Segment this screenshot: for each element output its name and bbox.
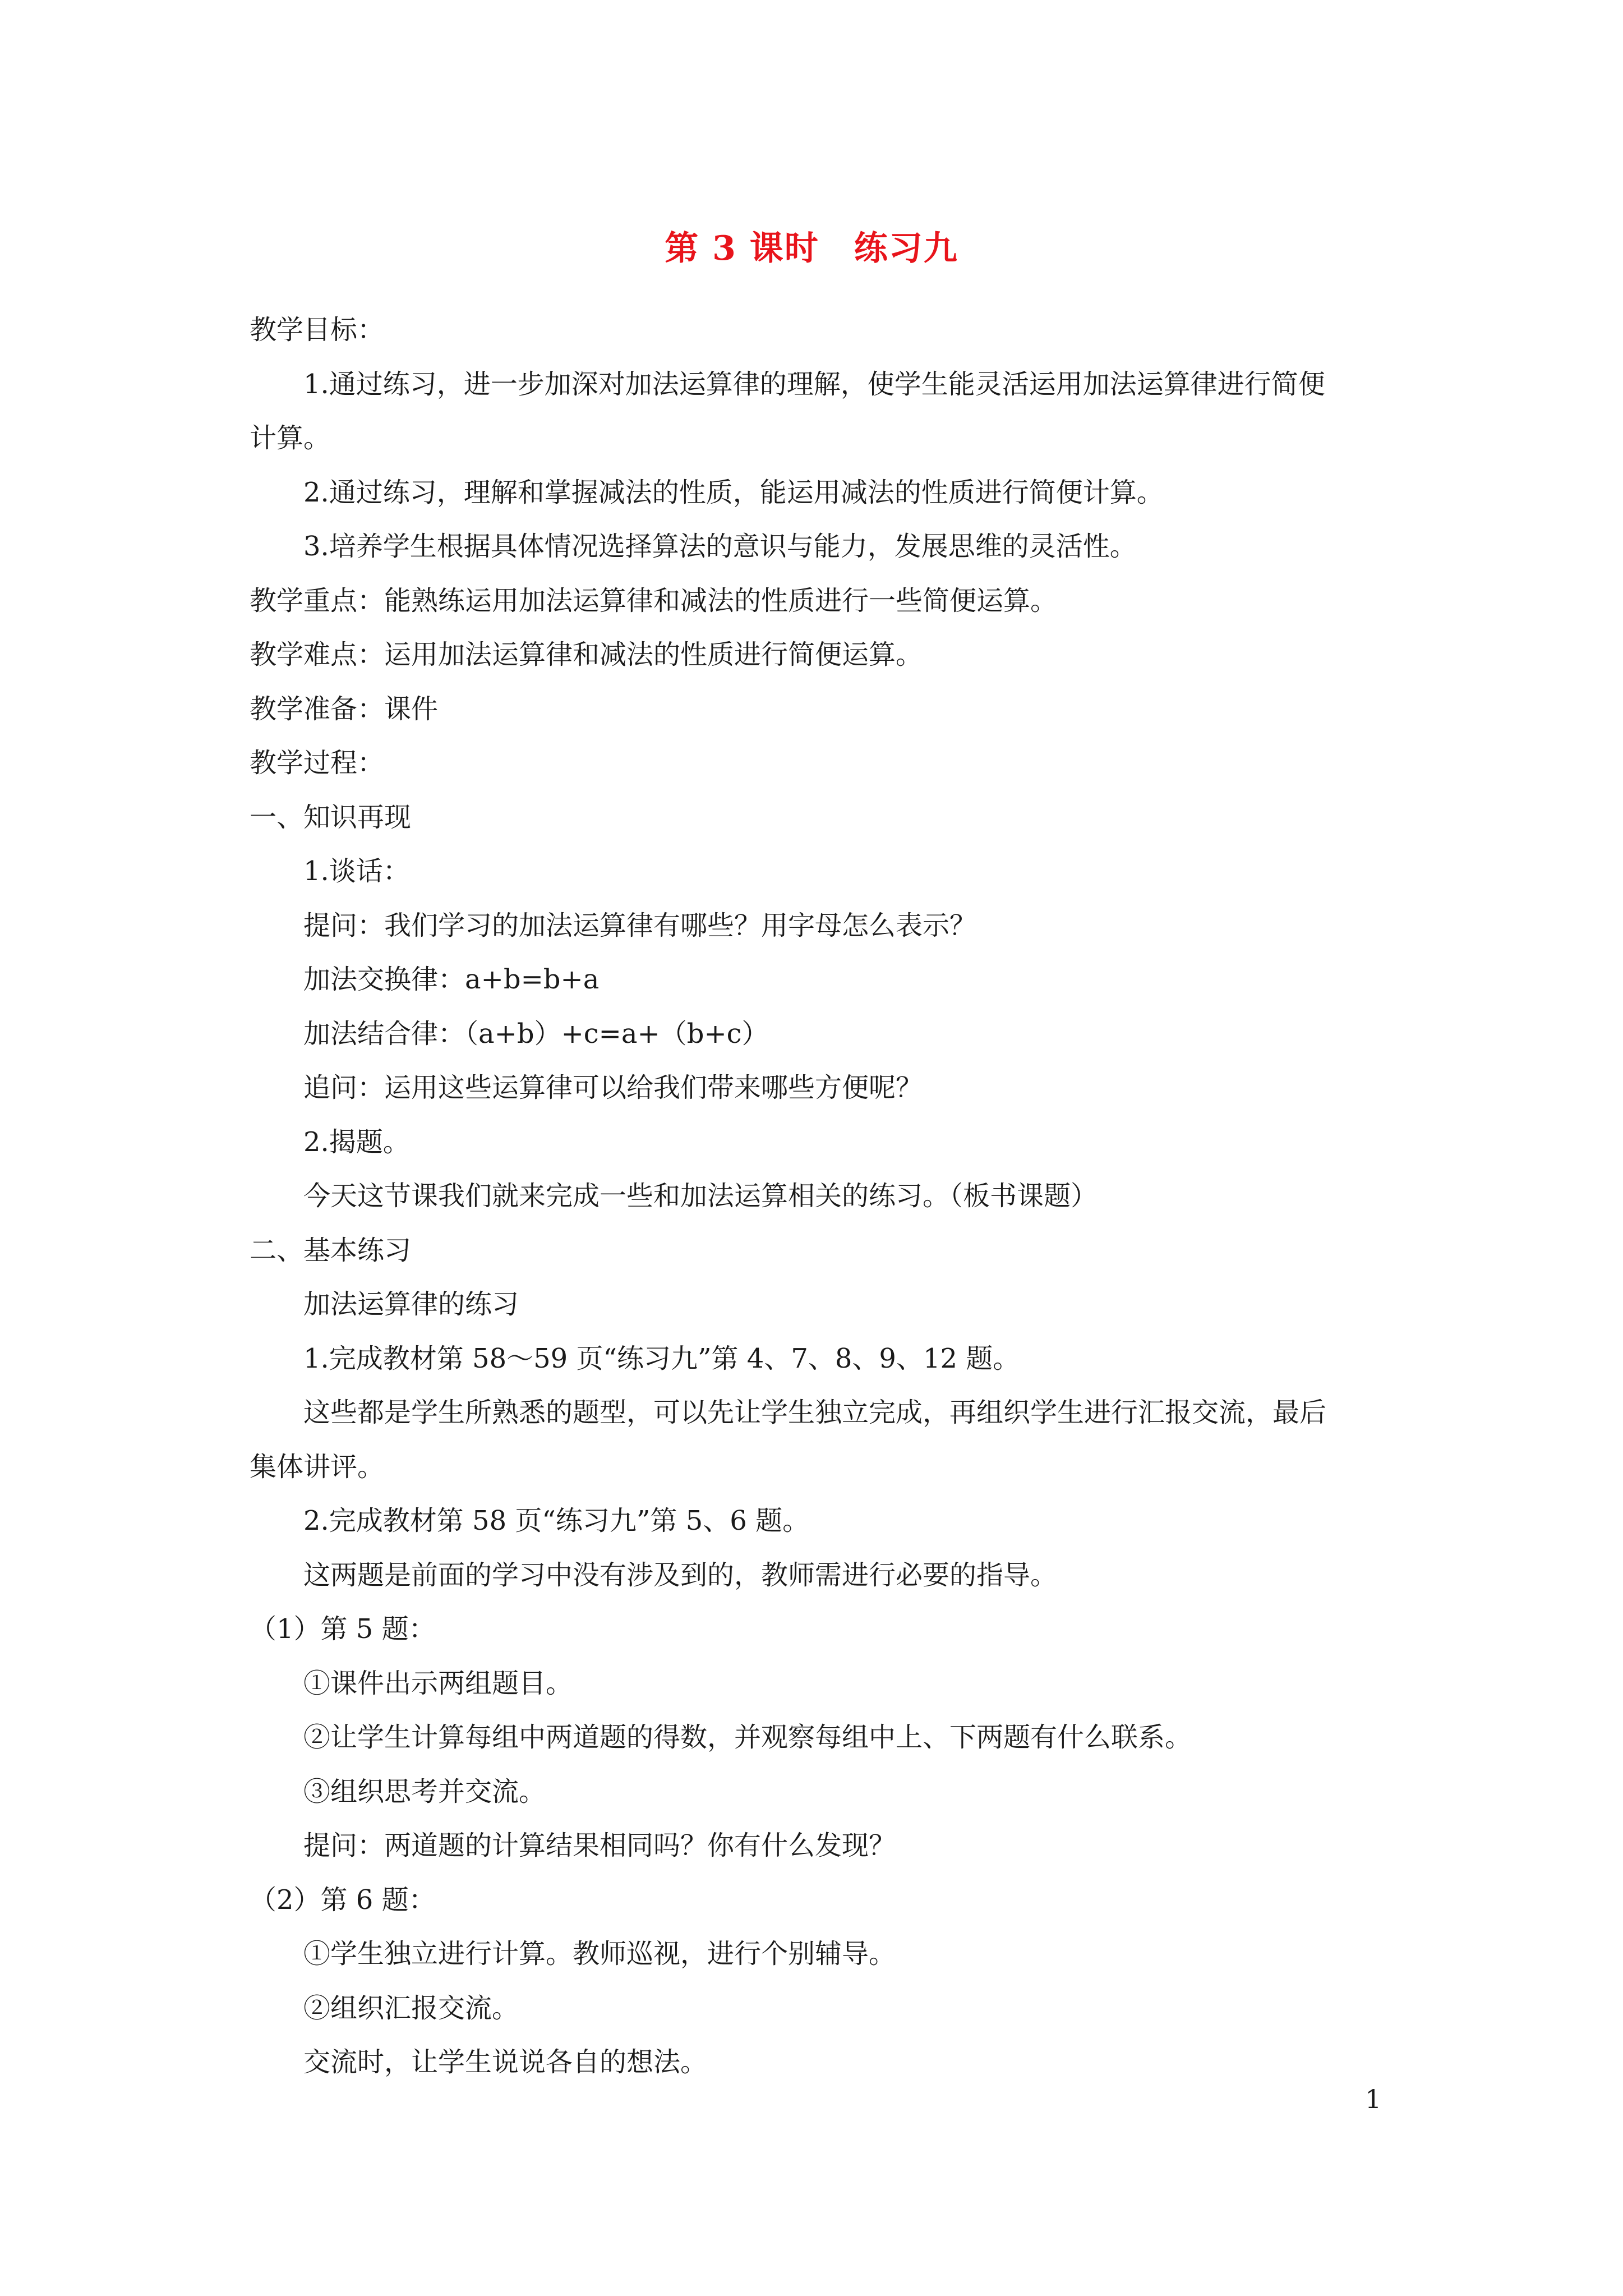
paragraph-talk: 1.谈话： (303, 855, 410, 887)
paragraph-preparation: 教学准备：课件 (250, 693, 439, 725)
paragraph-task-2-note: 这两题是前面的学习中没有涉及到的，教师需进行必要的指导。 (303, 1559, 1058, 1591)
paragraph-item-6: （2）第 6 题： (250, 1884, 436, 1916)
paragraph-item-5-question: 提问：两道题的计算结果相同吗？你有什么发现？ (303, 1830, 896, 1861)
paragraph-task-1-note-cont: 集体讲评。 (250, 1451, 385, 1483)
paragraph-difficulties: 教学难点：运用加法运算律和减法的性质进行简便运算。 (250, 639, 923, 670)
section-heading-process: 教学过程： (250, 747, 385, 779)
paragraph-objective-1: 1.通过练习，进一步加深对加法运算律的理解，使学生能灵活运用加法运算律进行简便 (303, 368, 1325, 400)
paragraph-item-5: （1）第 5 题： (250, 1613, 436, 1645)
paragraph-item-5-step-1: ①课件出示两组题目。 (303, 1667, 573, 1699)
page-number: 1 (1365, 2084, 1382, 2114)
paragraph-task-1: 1.完成教材第 58～59 页“练习九”第 4、7、8、9、12 题。 (303, 1342, 1020, 1374)
paragraph-task-1-note: 这些都是学生所熟悉的题型，可以先让学生独立完成，再组织学生进行汇报交流，最后 (303, 1397, 1327, 1428)
paragraph-item-6-note: 交流时，让学生说说各自的想法。 (303, 2046, 708, 2078)
paragraph-objective-3: 3.培养学生根据具体情况选择算法的意识与能力，发展思维的灵活性。 (303, 531, 1137, 562)
paragraph-reveal: 2.揭题。 (303, 1126, 410, 1158)
paragraph-item-6-step-2: ②组织汇报交流。 (303, 1992, 519, 2024)
paragraph-commutative-law: 加法交换律：a+b=b+a (303, 964, 600, 995)
paragraph-follow-up: 追问：运用这些运算律可以给我们带来哪些方便呢？ (303, 1072, 923, 1103)
paragraph-key-points: 教学重点：能熟练运用加法运算律和减法的性质进行一些简便运算。 (250, 585, 1058, 616)
paragraph-item-5-step-2: ②让学生计算每组中两道题的得数，并观察每组中上、下两题有什么联系。 (303, 1722, 1192, 1753)
paragraph-question: 提问：我们学习的加法运算律有哪些？用字母怎么表示？ (303, 909, 977, 941)
paragraph-objective-2: 2.通过练习，理解和掌握减法的性质，能运用减法的性质进行简便计算。 (303, 476, 1164, 508)
paragraph-today: 今天这节课我们就来完成一些和加法运算相关的练习。（板书课题） (303, 1180, 1098, 1212)
section-heading-practice: 二、基本练习 (250, 1234, 412, 1266)
page-title: 第 3 课时 练习九 (665, 229, 958, 268)
document-body (250, 303, 1394, 2090)
paragraph-item-5-step-3: ③组织思考并交流。 (303, 1775, 546, 1807)
paragraph-task-2: 2.完成教材第 58 页“练习九”第 5、6 题。 (303, 1505, 810, 1536)
section-heading-objectives: 教学目标： (250, 314, 385, 346)
paragraph-practice-title: 加法运算律的练习 (303, 1289, 519, 1320)
paragraph-objective-1-cont: 计算。 (250, 422, 331, 454)
paragraph-associative-law: 加法结合律：（a+b）+c=a+（b+c） (303, 1018, 769, 1050)
paragraph-item-6-step-1: ①学生独立进行计算。教师巡视，进行个别辅导。 (303, 1938, 896, 1970)
section-heading-review: 一、知识再现 (250, 801, 412, 833)
